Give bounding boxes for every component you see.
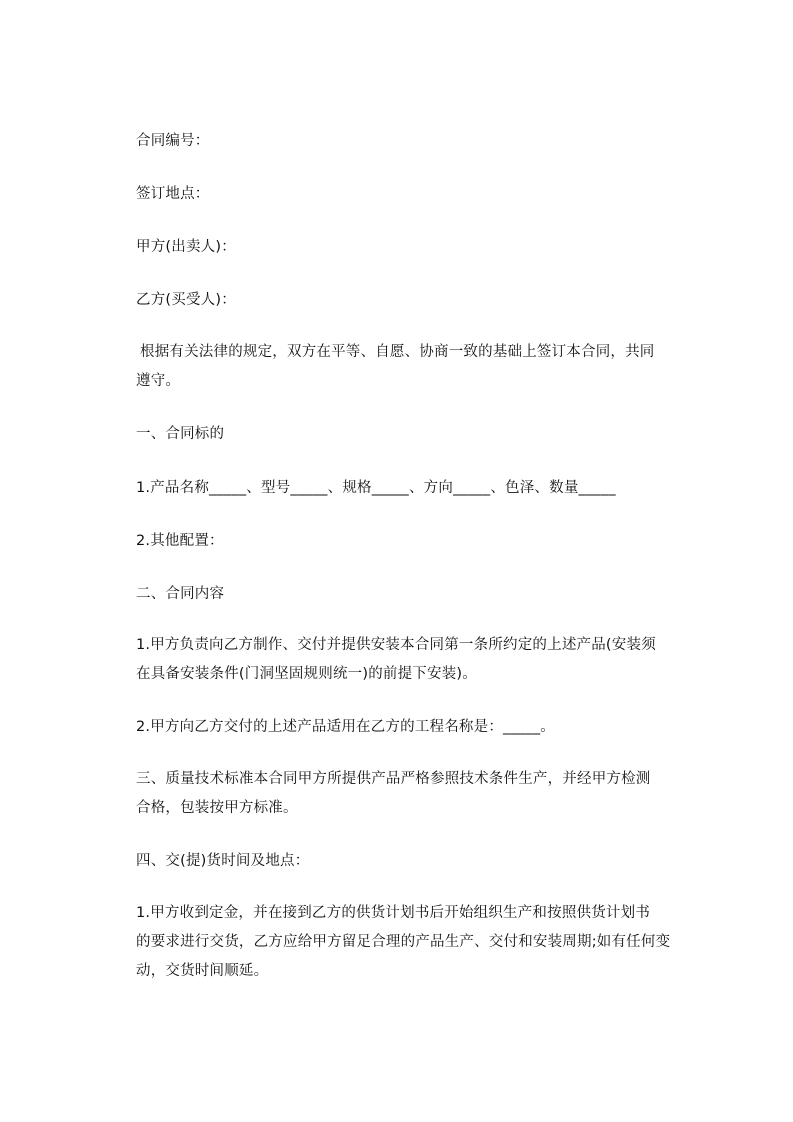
section-1-item-2: 2.其他配置：	[136, 533, 224, 549]
paragraph-line: 合格，包装按甲方标准。	[136, 800, 298, 816]
paragraph-line: 动，交货时间顺延。	[136, 963, 269, 979]
section-4-title: 四、交(提)货时间及地点：	[136, 853, 310, 869]
section-1-item-1: 1.产品名称_____、型号_____、规格_____、方向_____、色泽、数量_____	[136, 480, 616, 496]
party-b-field: 乙方(买受人)：	[136, 292, 236, 308]
paragraph-line: 在具备安装条件(门洞坚固规则统一)的前提下安装)。	[136, 666, 477, 682]
section-2-item-2: 2.甲方向乙方交付的上述产品适用在乙方的工程名称是：_____。	[136, 719, 555, 735]
preamble-line: 根据有关法律的规定，双方在平等、自愿、协商一致的基础上签订本合同，共同	[140, 344, 655, 360]
section-4-item-1	[136, 899, 701, 986]
paragraph-line: 的要求进行交货，乙方应给甲方留足合理的产品生产、交付和安装周期;如有任何变	[136, 934, 671, 950]
party-a-field: 甲方(出卖人)：	[136, 239, 236, 255]
section-2-title: 二、合同内容	[136, 586, 225, 602]
contract-number-field: 合同编号：	[136, 133, 210, 149]
paragraph-line: 1.甲方负责向乙方制作、交付并提供安装本合同第一条所约定的上述产品(安装须	[136, 637, 656, 653]
paragraph-line: 1.甲方收到定金，并在接到乙方的供货计划书后开始组织生产和按照供货计划书	[136, 905, 651, 921]
paragraph-line: 三、质量技术标准本合同甲方所提供产品严格参照技术条件生产，并经甲方检测	[136, 771, 651, 787]
preamble-line: 遵守。	[136, 373, 181, 389]
sign-place-field: 签订地点：	[136, 186, 210, 202]
preamble-paragraph	[136, 338, 701, 396]
section-1-title: 一、合同标的	[136, 426, 225, 442]
section-2-item-1	[136, 631, 701, 689]
section-3-paragraph	[136, 765, 701, 823]
